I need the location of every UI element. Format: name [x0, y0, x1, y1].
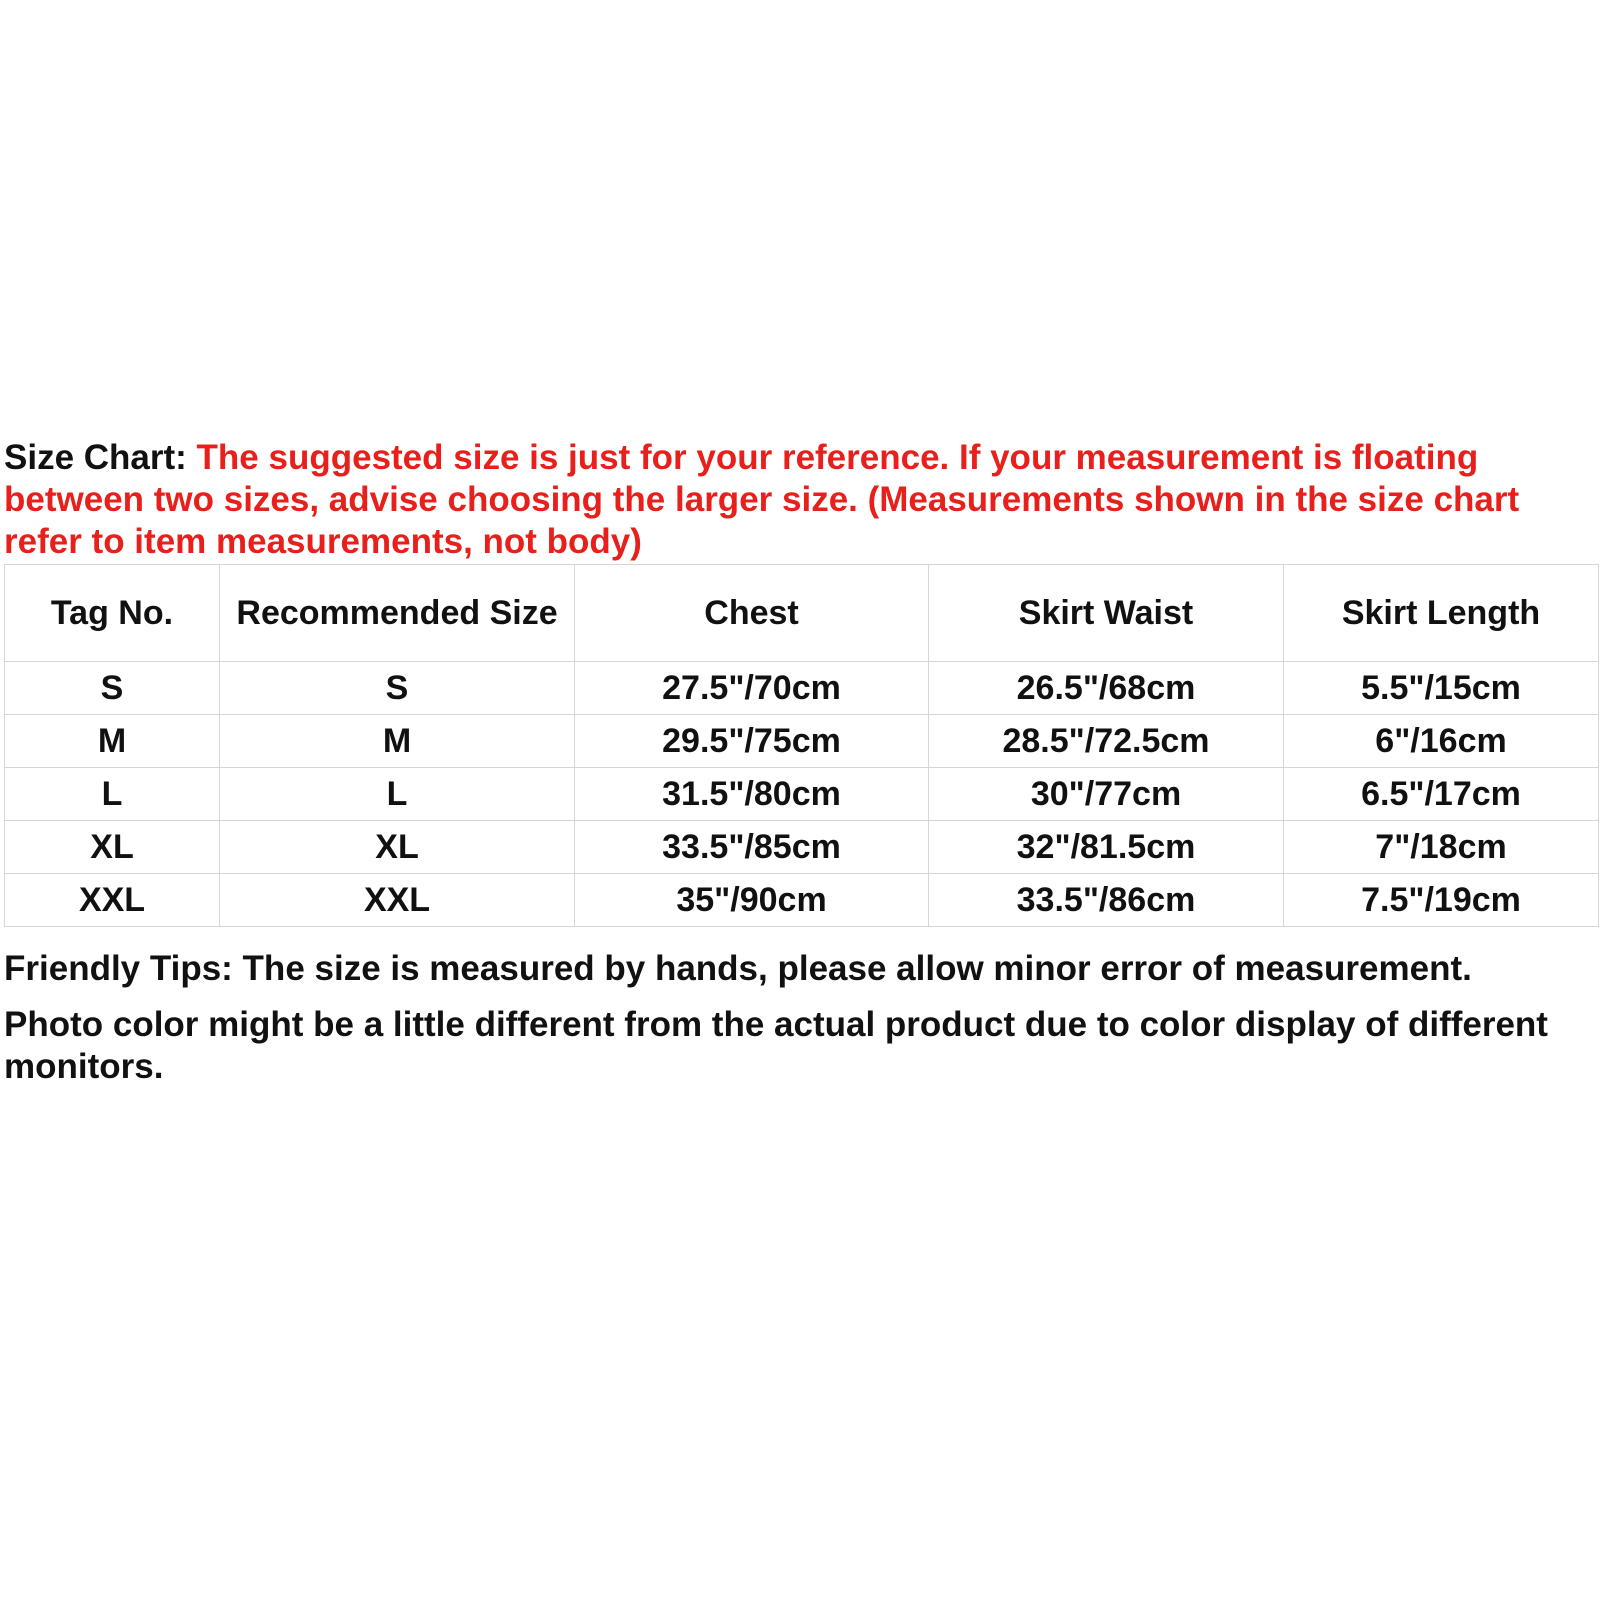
- cell-skirt-waist: 33.5"/86cm: [929, 874, 1284, 927]
- tip-photo-color: Photo color might be a little different from the actual product due to color display of different monitors.: [4, 1005, 1548, 1086]
- header-tag-no: Tag No.: [5, 565, 220, 662]
- cell-tag: XXL: [5, 874, 220, 927]
- cell-chest: 33.5"/85cm: [575, 821, 929, 874]
- friendly-tips: [4, 948, 1598, 1088]
- cell-chest: 35"/90cm: [575, 874, 929, 927]
- table-row: [5, 715, 1599, 768]
- cell-skirt-waist: 30"/77cm: [929, 768, 1284, 821]
- header-chest: Chest: [575, 565, 929, 662]
- header-skirt-waist: Skirt Waist: [929, 565, 1284, 662]
- cell-skirt-length: 6"/16cm: [1284, 715, 1599, 768]
- size-chart-note: The suggested size is just for your reference. If your measurement is floating between two sizes, advise choosing the larger size. (Measurements shown in the size chart refer to item measurements, not body): [4, 438, 1520, 561]
- tip-measurement: Friendly Tips: The size is measured by hands, please allow minor error of measurement.: [4, 949, 1472, 988]
- cell-chest: 29.5"/75cm: [575, 715, 929, 768]
- cell-skirt-waist: 32"/81.5cm: [929, 821, 1284, 874]
- cell-recommended: S: [220, 662, 575, 715]
- cell-skirt-length: 7"/18cm: [1284, 821, 1599, 874]
- table-row: [5, 662, 1599, 715]
- cell-skirt-length: 6.5"/17cm: [1284, 768, 1599, 821]
- cell-recommended: L: [220, 768, 575, 821]
- cell-recommended: M: [220, 715, 575, 768]
- cell-chest: 27.5"/70cm: [575, 662, 929, 715]
- cell-skirt-length: 5.5"/15cm: [1284, 662, 1599, 715]
- header-skirt-length: Skirt Length: [1284, 565, 1599, 662]
- cell-recommended: XL: [220, 821, 575, 874]
- cell-tag: L: [5, 768, 220, 821]
- header-recommended-size: [220, 565, 575, 662]
- table-row: [5, 874, 1599, 927]
- cell-chest: 31.5"/80cm: [575, 768, 929, 821]
- cell-tag: S: [5, 662, 220, 715]
- cell-skirt-waist: 26.5"/68cm: [929, 662, 1284, 715]
- table-row: [5, 768, 1599, 821]
- table-header-row: [5, 565, 1599, 662]
- size-table: [4, 564, 1599, 927]
- size-chart-label: Size Chart:: [4, 438, 187, 477]
- cell-skirt-length: 7.5"/19cm: [1284, 874, 1599, 927]
- table-row: [5, 821, 1599, 874]
- cell-tag: XL: [5, 821, 220, 874]
- cell-recommended: XXL: [220, 874, 575, 927]
- cell-skirt-waist: 28.5"/72.5cm: [929, 715, 1284, 768]
- header-recommended-size-text: Recommended Size: [236, 593, 558, 632]
- cell-tag: M: [5, 715, 220, 768]
- size-chart-intro: [4, 437, 1598, 563]
